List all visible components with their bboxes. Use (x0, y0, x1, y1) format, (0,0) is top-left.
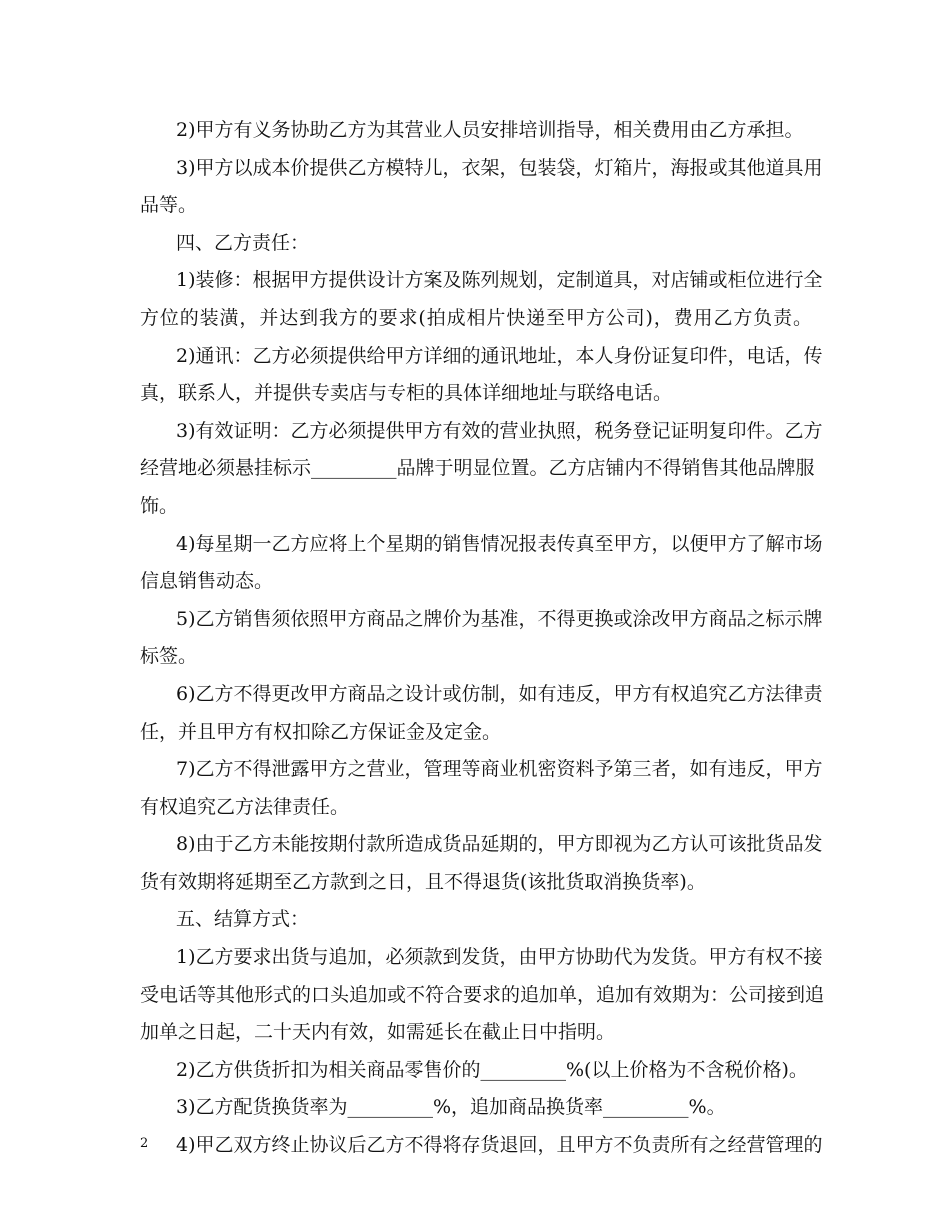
paragraph-line: 经营地必须悬挂标示_________品牌于明显位置。乙方店铺内不得销售其他品牌服 (140, 457, 815, 480)
section-heading: 五、结算方式： (176, 908, 310, 931)
paragraph-line: 7)乙方不得泄露甲方之营业，管理等商业机密资料予第三者，如有违反，甲方 (176, 758, 823, 781)
paragraph-line: 6)乙方不得更改甲方商品之设计或仿制，如有违反，甲方有权追究乙方法律责 (176, 682, 823, 705)
paragraph-line: 8)由于乙方未能按期付款所造成货品延期的，甲方即视为乙方认可该批货品发 (176, 833, 823, 856)
paragraph-line: 1)装修：根据甲方提供设计方案及陈列规划，定制道具，对店铺或柜位进行全 (176, 269, 823, 292)
paragraph-line: 方位的装潢，并达到我方的要求(拍成相片快递至甲方公司)，费用乙方负责。 (140, 306, 812, 329)
paragraph-line: 3)乙方配货换货率为_________%，追加商品换货率_________%。 (176, 1096, 726, 1119)
paragraph-line: 加单之日起，二十天内有效，如需延长在截止日中指明。 (140, 1021, 616, 1044)
paragraph-line: 1)乙方要求出货与追加，必须款到发货，由甲方协助代为发货。甲方有权不接 (176, 946, 823, 969)
paragraph-line: 2)通讯：乙方必须提供给甲方详细的通讯地址，本人身份证复印件，电话，传 (176, 344, 823, 367)
paragraph-line: 标签。 (140, 645, 198, 668)
paragraph-line: 4)甲乙双方终止协议后乙方不得将存货退回，且甲方不负责所有之经营管理的 (176, 1134, 823, 1157)
paragraph-line: 任，并且甲方有权扣除乙方保证金及定金。 (140, 720, 502, 743)
document-body (140, 112, 825, 1165)
paragraph-line: 4)每星期一乙方应将上个星期的销售情况报表传真至甲方，以便甲方了解市场 (176, 532, 823, 555)
paragraph-line: 品等。 (140, 194, 198, 217)
paragraph-line: 2)乙方供货折扣为相关商品零售价的_________%(以上价格为不含税价格)。 (176, 1058, 808, 1081)
paragraph-line: 真，联系人，并提供专卖店与专柜的具体详细地址与联络电话。 (140, 382, 673, 405)
paragraph-line: 有权追究乙方法律责任。 (140, 795, 350, 818)
paragraph-line: 3)甲方以成本价提供乙方模特儿，衣架，包装袋，灯箱片，海报或其他道具用 (176, 156, 823, 179)
paragraph-line: 受电话等其他形式的口头追加或不符合要求的追加单，追加有效期为：公司接到追 (140, 983, 825, 1006)
paragraph-line: 5)乙方销售须依照甲方商品之牌价为基准，不得更换或涂改甲方商品之标示牌 (176, 607, 823, 630)
paragraph-line: 货有效期将延期至乙方款到之日，且不得退货(该批货取消换货率)。 (140, 870, 706, 893)
paragraph-line: 信息销售动态。 (140, 570, 274, 593)
paragraph-line: 2)甲方有义务协助乙方为其营业人员安排培训指导，相关费用由乙方承担。 (176, 119, 804, 141)
paragraph-line: 3)有效证明：乙方必须提供甲方有效的营业执照，税务登记证明复印件。乙方 (176, 419, 823, 442)
page-number: 2 (140, 1136, 149, 1151)
section-heading: 四、乙方责任： (176, 231, 310, 254)
paragraph-line: 饰。 (140, 494, 179, 517)
